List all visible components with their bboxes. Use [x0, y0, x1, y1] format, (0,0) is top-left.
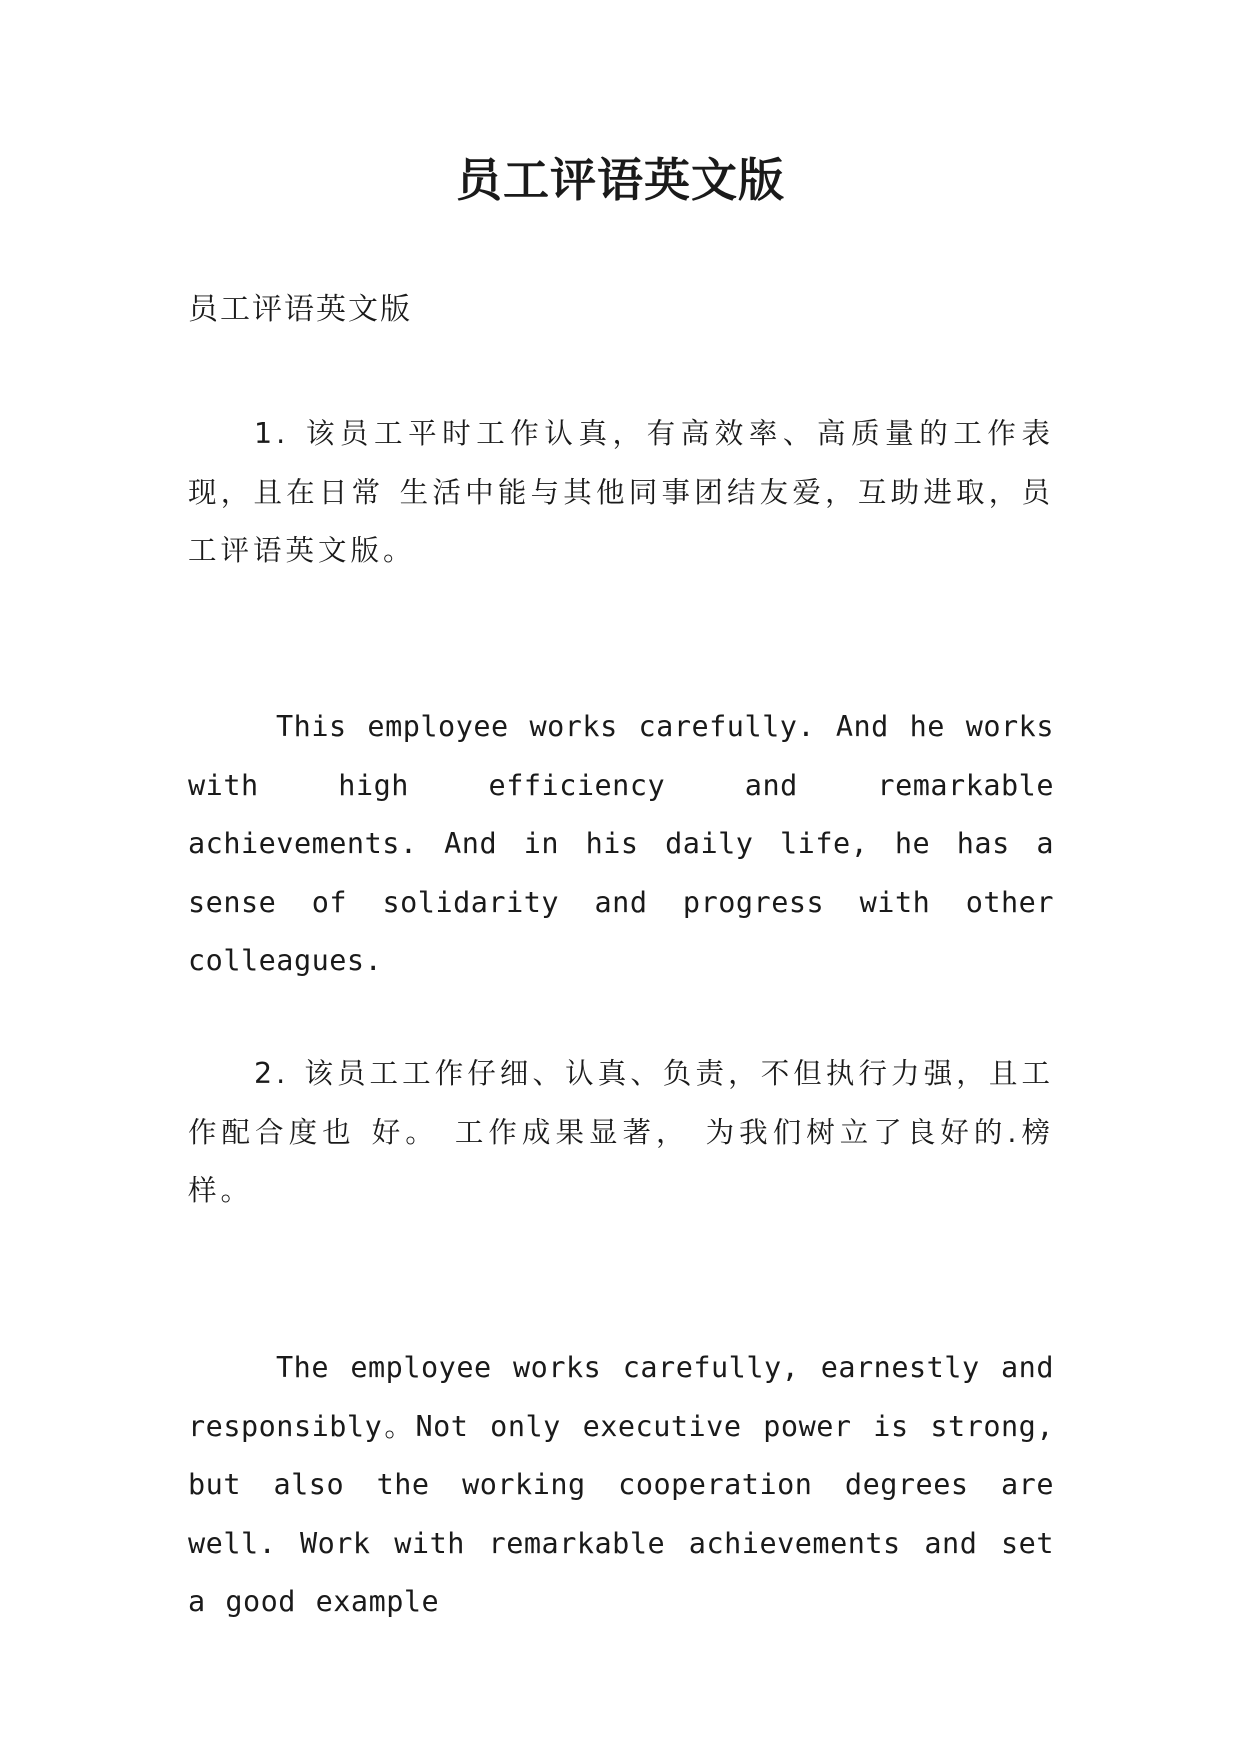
document-title: 员工评语英文版 [456, 153, 785, 207]
paragraph-1-english: This employee works carefully. And he works with high efficiency and remarkable achievements. And in his daily life, he has a sense of solidarity and progress with other colleagues. [188, 710, 1054, 977]
paragraph-1-chinese: 1. 该员工平时工作认真，有高效率、高质量的工作表现，且在日常 生活中能与其他同事团结友爱，互助进取，员工评语英文版。 [188, 417, 1054, 567]
paragraph-2-chinese: 2. 该员工工作仔细、认真、负责，不但执行力强，且工作配合度也 好。 工作成果显著， 为我们树立了良好的.榜样。 [188, 1057, 1054, 1207]
paragraph-2-english: The employee works carefully, earnestly and responsibly。Not only executive power is strong, but also the working cooperation degrees are well. Work with remarkable achievements and set a good example [188, 1351, 1054, 1618]
document-subtitle: 员工评语英文版 [188, 292, 412, 327]
